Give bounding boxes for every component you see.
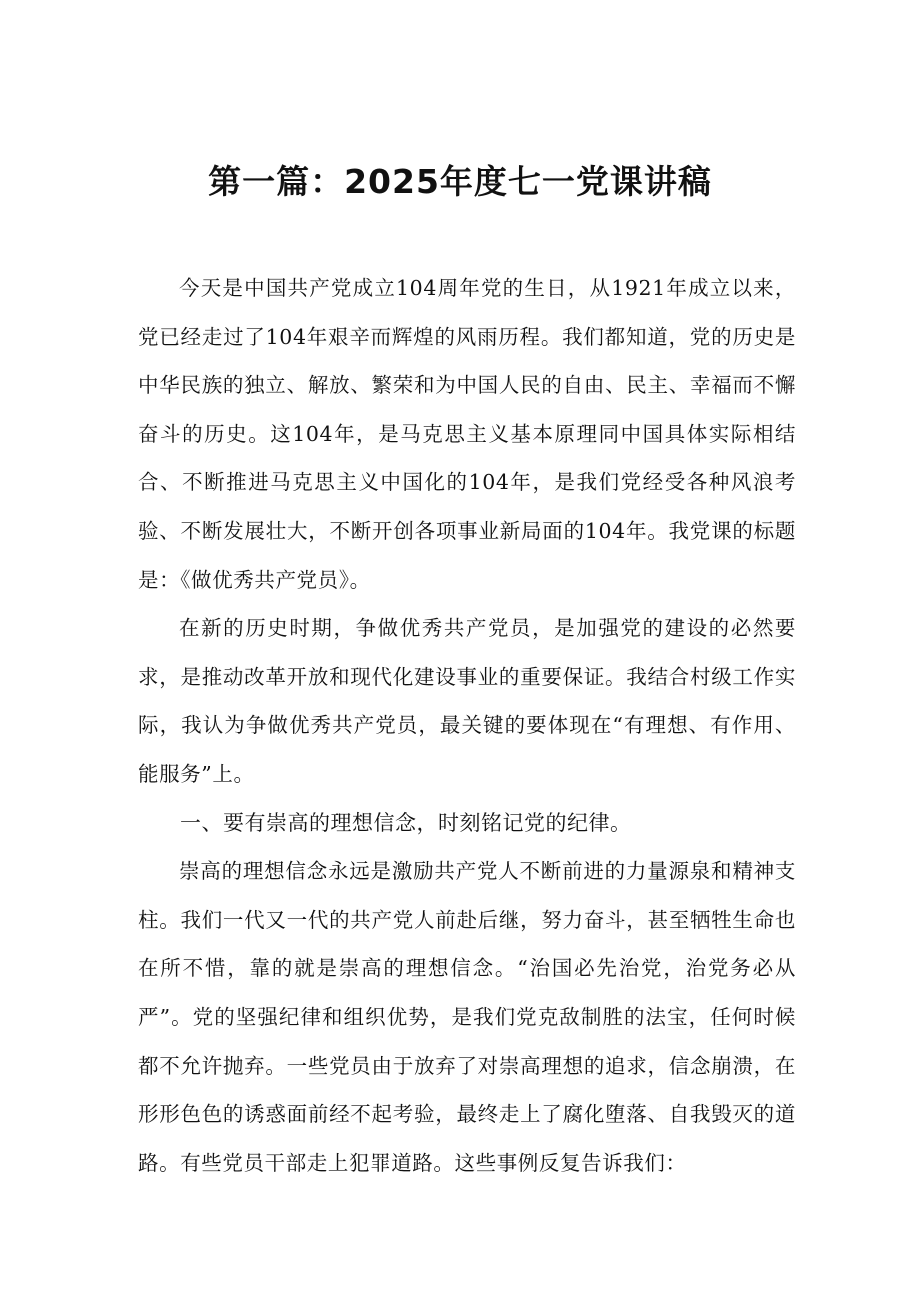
section-heading: 一、要有崇高的理想信念，时刻铭记党的纪律。 [180,810,632,835]
context-paragraph: 在新的历史时期，争做优秀共产党员，是加强党的建设的必然要求，是推动改革开放和现代化建设事业的重要保证。我结合村级工作实际，我认为争做优秀共产党员，最关键的要体现在“有理想、有作用、能服务”上。 [138,616,796,786]
document-body [138,264,796,1187]
section-paragraph: 崇高的理想信念永远是激励共产党人不断前进的力量源泉和精神支柱。我们一代又一代的共产党人前赴后继，努力奋斗，甚至牺牲生命也在所不惜，靠的就是崇高的理想信念。“治国必先治党，治党务必从严”。党的坚强纪律和组织优势，是我们党克敌制胜的法宝，任何时候都不允许抛弃。一些党员由于放弃了对崇高理想的追求，信念崩溃，在形形色色的诱惑面前经不起考验，最终走上了腐化堕落、自我毁灭的道路。有些党员干部走上犯罪道路。这些事例反复告诉我们： [138,859,796,1175]
document-title: 第一篇：2025年度七一党课讲稿 [208,162,712,201]
intro-paragraph: 今天是中国共产党成立104周年党的生日，从1921年成立以来，党已经走过了104年艰辛而辉煌的风雨历程。我们都知道，党的历史是中华民族的独立、解放、繁荣和为中国人民的自由、民主、幸福而不懈奋斗的历史。这104年，是马克思主义基本原理同中国具体实际相结合、不断推进马克思主义中国化的104年，是我们党经受各种风浪考验、不断发展壮大，不断开创各项事业新局面的104年。我党课的标题是：《做优秀共产党员》。 [138,276,796,592]
